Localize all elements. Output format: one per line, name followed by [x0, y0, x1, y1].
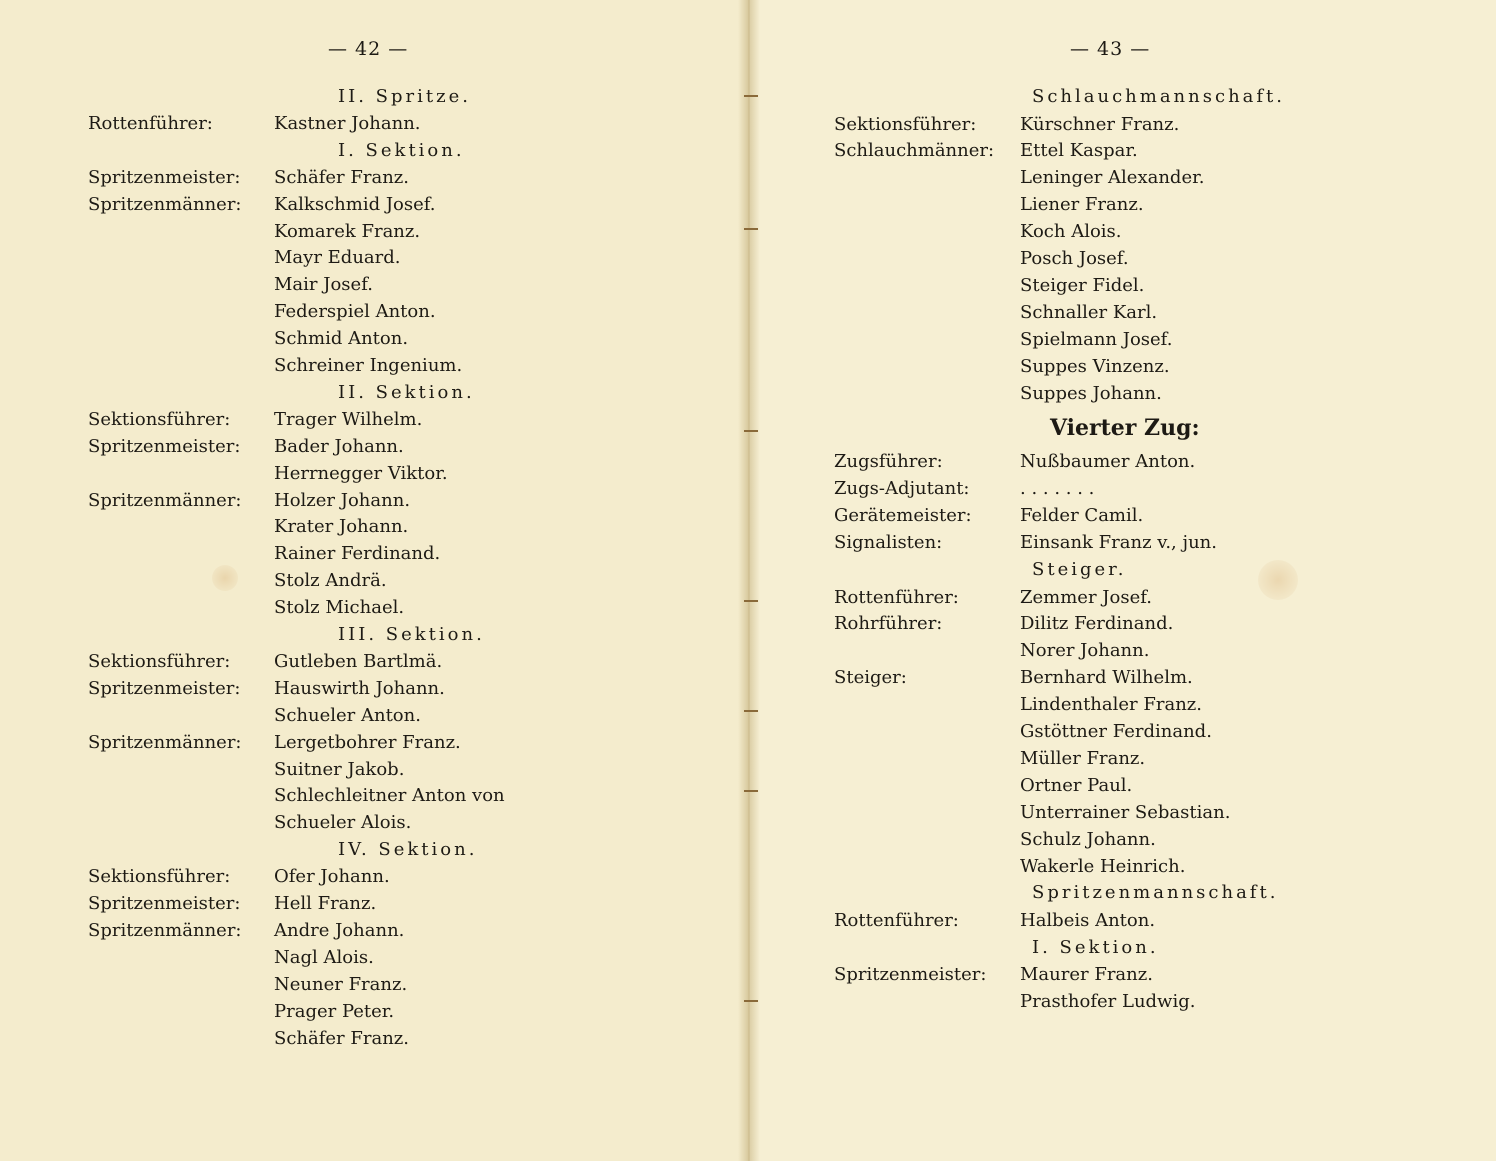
section-heading: Steiger. — [1032, 559, 1127, 580]
roster-entry — [88, 488, 728, 514]
roster-entry — [834, 908, 1474, 934]
member-name: Norer Johann. — [1020, 640, 1150, 662]
role-label: Zugs-Adjutant: — [834, 478, 970, 500]
member-name: Krater Johann. — [274, 516, 409, 538]
roster-entry — [834, 719, 1474, 745]
role-label: Spritzenmänner: — [88, 731, 242, 753]
roster-entry — [88, 541, 728, 567]
section-heading: II. Spritze. — [338, 86, 471, 107]
member-name: Kalkschmid Josef. — [274, 193, 436, 215]
roster-entry — [88, 649, 728, 675]
member-name: Posch Josef. — [1020, 248, 1129, 269]
member-name: Komarek Franz. — [274, 220, 421, 242]
role-label: Spritzenmeister: — [88, 166, 241, 188]
member-name: Schnaller Karl. — [1020, 301, 1158, 323]
roster-entry — [88, 434, 728, 460]
roster-entry — [834, 827, 1474, 853]
roster-entry — [88, 353, 728, 379]
member-name: Ettel Kaspar. — [1020, 140, 1138, 162]
paper-stain — [1258, 560, 1298, 600]
roster-entry — [834, 138, 1474, 164]
member-name: Gutleben Bartlmä. — [274, 650, 443, 672]
member-name: Prager Peter. — [274, 1000, 395, 1022]
roster-entry — [834, 219, 1474, 245]
roster-entry — [88, 595, 728, 621]
roster-entry — [834, 638, 1474, 664]
roster-entry — [834, 530, 1474, 556]
role-label: Rohrführer: — [834, 613, 943, 635]
roster-entry — [88, 918, 728, 944]
binding-stitch — [744, 600, 758, 602]
roster-entry — [834, 449, 1474, 475]
roster-entry — [88, 972, 728, 998]
member-name: Mair Josef. — [274, 274, 373, 296]
member-name: Hell Franz. — [274, 893, 377, 914]
member-name: Neuner Franz. — [274, 973, 408, 995]
roster-entry — [834, 354, 1474, 380]
roster-entry — [88, 783, 728, 809]
member-name: Trager Wilhelm. — [274, 408, 423, 430]
member-name: Bader Johann. — [274, 435, 404, 457]
member-name: Leninger Alexander. — [1020, 167, 1205, 189]
member-name: Kastner Johann. — [274, 112, 421, 134]
member-name: Hauswirth Johann. — [274, 677, 445, 699]
role-label: Spritzenmänner: — [88, 489, 242, 511]
member-name: Liener Franz. — [1020, 194, 1144, 216]
roster-entry — [834, 300, 1474, 326]
roster-entry — [834, 692, 1474, 718]
member-name: Schlechleitner Anton von — [274, 785, 505, 807]
role-label: Spritzenmänner: — [88, 919, 242, 941]
page-number: — 43 — — [1070, 38, 1151, 60]
roster-entry — [88, 945, 728, 971]
member-name: Prasthofer Ludwig. — [1020, 991, 1196, 1013]
role-label: Sektionsführer: — [834, 113, 977, 135]
member-name: Schreiner Ingenium. — [274, 355, 463, 376]
role-label: Sektionsführer: — [88, 650, 231, 672]
member-name: Lergetbohrer Franz. — [274, 731, 461, 753]
member-name: Nagl Alois. — [274, 946, 374, 968]
roster-entry — [88, 730, 728, 756]
member-name: Suppes Johann. — [1020, 382, 1162, 404]
roster-entry — [88, 299, 728, 325]
roster-entry — [834, 476, 1474, 502]
roster-entry — [88, 999, 728, 1025]
section-heading: I. Sektion. — [1032, 936, 1159, 958]
member-name: Dilitz Ferdinand. — [1020, 613, 1174, 635]
roster-entry — [834, 585, 1474, 611]
role-label: Spritzenmeister: — [834, 964, 987, 986]
roster-entry — [834, 611, 1474, 637]
roster-entry — [834, 773, 1474, 799]
section-heading: IV. Sektion. — [338, 839, 478, 861]
member-name: Müller Franz. — [1020, 747, 1146, 769]
section-heading: Spritzenmannschaft. — [1032, 882, 1279, 904]
roster-entry — [88, 703, 728, 729]
member-name: Rainer Ferdinand. — [274, 543, 441, 565]
role-label: Zugsführer: — [834, 451, 943, 473]
role-label: Rottenführer: — [88, 112, 213, 134]
member-name: Schueler Anton. — [274, 704, 421, 726]
role-label: Rottenführer: — [834, 909, 959, 931]
member-name: Kürschner Franz. — [1020, 113, 1180, 135]
role-label: Signalisten: — [834, 532, 943, 554]
roster-entry — [88, 514, 728, 540]
member-name: Steiger Fidel. — [1020, 274, 1145, 296]
member-name: Ortner Paul. — [1020, 774, 1133, 796]
role-label: Schlauchmänner: — [834, 140, 995, 162]
member-name: Gstöttner Ferdinand. — [1020, 721, 1212, 742]
role-label: Spritzenmeister: — [88, 677, 241, 699]
member-name: Schäfer Franz. — [274, 166, 409, 188]
roster-entry — [834, 165, 1474, 191]
member-name: Bernhard Wilhelm. — [1020, 667, 1193, 689]
roster-entry — [834, 381, 1474, 407]
member-name: Einsank Franz v., jun. — [1020, 532, 1217, 554]
member-name: Halbeis Anton. — [1020, 909, 1156, 931]
member-name: Holzer Johann. — [274, 489, 411, 511]
roster-entry — [834, 192, 1474, 218]
roster-entry — [88, 1026, 728, 1052]
role-label: Steiger: — [834, 667, 907, 689]
roster-entry — [834, 503, 1474, 529]
member-name: Suppes Vinzenz. — [1020, 355, 1170, 377]
book-gutter — [738, 0, 760, 1161]
member-name: Mayr Eduard. — [274, 247, 401, 269]
roster-entry — [834, 854, 1474, 880]
member-name: Schueler Alois. — [274, 812, 412, 834]
roster-entry — [88, 165, 728, 191]
binding-stitch — [744, 790, 758, 792]
division-heading: Vierter Zug: — [1050, 415, 1200, 442]
member-name: Zemmer Josef. — [1020, 586, 1152, 608]
member-name: Unterrainer Sebastian. — [1020, 801, 1231, 823]
roster-entry — [834, 800, 1474, 826]
member-name: Wakerle Heinrich. — [1020, 855, 1186, 877]
roster-entry — [88, 864, 728, 890]
roster-entry — [834, 989, 1474, 1015]
section-heading: III. Sektion. — [338, 624, 485, 645]
roster-entry — [88, 245, 728, 271]
member-name: Herrnegger Viktor. — [274, 462, 448, 484]
section-heading: Schlauchmannschaft. — [1032, 86, 1286, 107]
binding-stitch — [744, 95, 758, 97]
member-name: Spielmann Josef. — [1020, 328, 1173, 350]
member-name: . . . . . . . — [1020, 478, 1095, 500]
roster-entry — [88, 407, 728, 433]
member-name: Nußbaumer Anton. — [1020, 451, 1196, 473]
member-name: Schäfer Franz. — [274, 1027, 409, 1049]
section-heading: II. Sektion. — [338, 381, 475, 403]
roster-entry — [88, 326, 728, 352]
member-name: Federspiel Anton. — [274, 301, 436, 323]
role-label: Spritzenmeister: — [88, 435, 241, 457]
member-name: Andre Johann. — [274, 919, 405, 941]
roster-entry — [88, 272, 728, 298]
roster-entry — [834, 112, 1474, 138]
member-name: Stolz Andrä. — [274, 570, 387, 592]
binding-stitch — [744, 430, 758, 432]
roster-entry — [834, 746, 1474, 772]
member-name: Ofer Johann. — [274, 866, 390, 888]
role-label: Rottenführer: — [834, 586, 959, 608]
member-name: Koch Alois. — [1020, 221, 1122, 243]
roster-entry — [88, 192, 728, 218]
member-name: Schmid Anton. — [274, 328, 409, 350]
member-name: Stolz Michael. — [274, 597, 405, 619]
member-name: Maurer Franz. — [1020, 964, 1153, 986]
roster-entry — [88, 676, 728, 702]
roster-entry — [88, 461, 728, 487]
member-name: Schulz Johann. — [1020, 828, 1156, 850]
roster-entry — [88, 757, 728, 783]
roster-entry — [88, 810, 728, 836]
section-heading: I. Sektion. — [338, 139, 465, 161]
paper-stain — [212, 565, 238, 591]
role-label: Sektionsführer: — [88, 866, 231, 888]
role-label: Sektionsführer: — [88, 408, 231, 430]
roster-entry — [834, 246, 1474, 272]
role-label: Spritzenmeister: — [88, 893, 241, 914]
roster-entry — [834, 273, 1474, 299]
roster-entry — [834, 962, 1474, 988]
binding-stitch — [744, 228, 758, 230]
role-label: Spritzenmänner: — [88, 193, 242, 215]
member-name: Suitner Jakob. — [274, 758, 405, 780]
binding-stitch — [744, 710, 758, 712]
member-name: Lindenthaler Franz. — [1020, 694, 1202, 716]
binding-stitch — [744, 1000, 758, 1002]
roster-entry — [834, 327, 1474, 353]
roster-entry — [88, 568, 728, 594]
member-name: Felder Camil. — [1020, 505, 1144, 527]
right-page — [748, 0, 1496, 1161]
role-label: Gerätemeister: — [834, 505, 972, 527]
roster-entry — [88, 219, 728, 245]
roster-entry — [88, 111, 728, 137]
page-number: — 42 — — [328, 38, 409, 60]
roster-entry — [834, 665, 1474, 691]
roster-entry — [88, 891, 728, 917]
